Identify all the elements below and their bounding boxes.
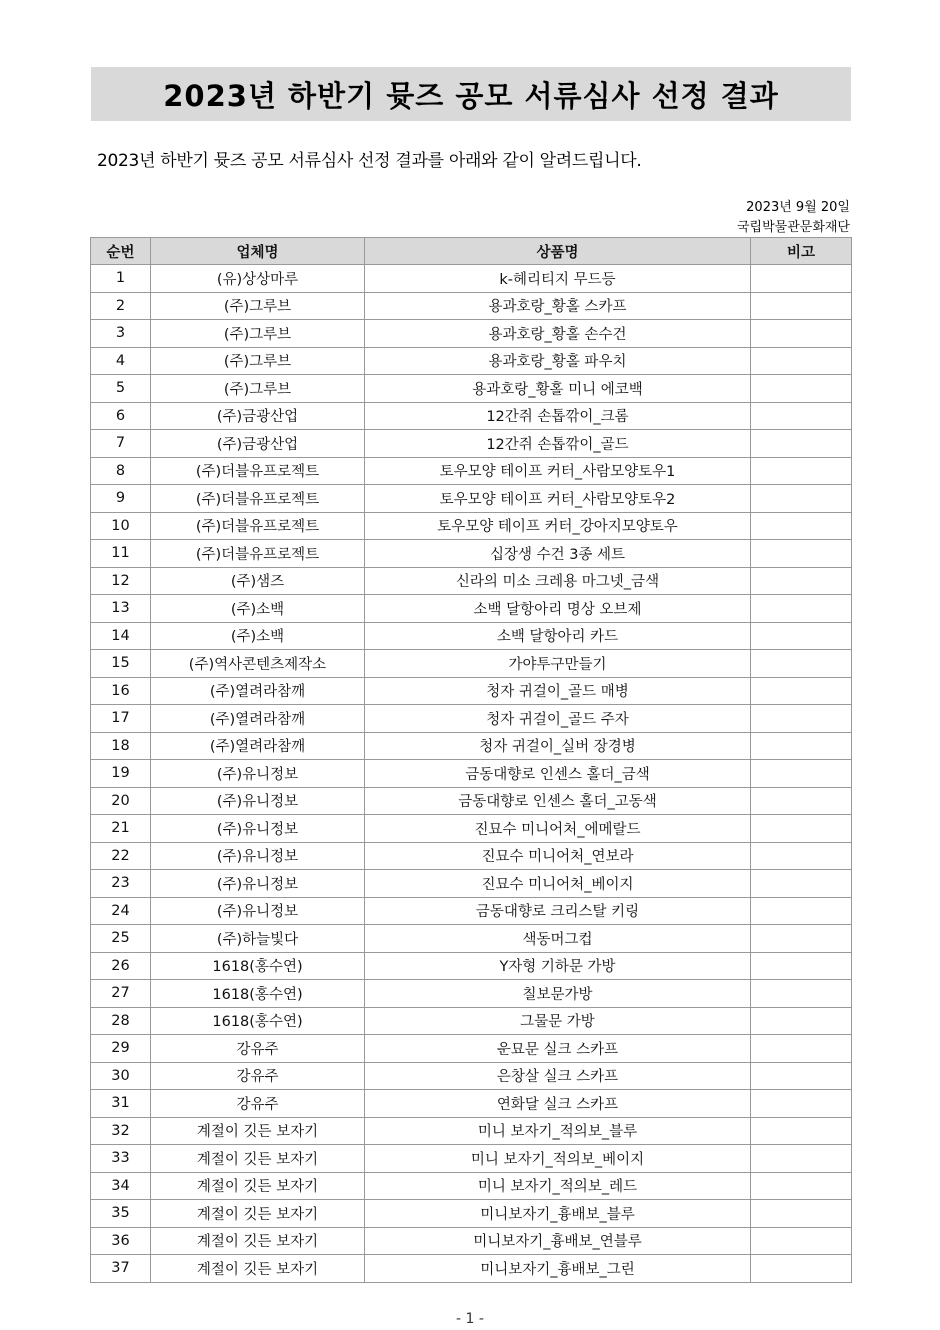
cell-note (751, 787, 852, 815)
cell-company: (주)금광산업 (151, 430, 365, 458)
cell-company: 1618(홍수연) (151, 980, 365, 1008)
cell-no: 6 (91, 402, 151, 430)
table-row (91, 1117, 852, 1145)
table-row (91, 760, 852, 788)
cell-no: 24 (91, 897, 151, 925)
cell-no: 19 (91, 760, 151, 788)
table-row (91, 925, 852, 953)
table-row (91, 980, 852, 1008)
cell-note (751, 375, 852, 403)
cell-company: (주)그루브 (151, 347, 365, 375)
cell-company: (주)금광산업 (151, 402, 365, 430)
cell-company: (주)더블유프로젝트 (151, 457, 365, 485)
cell-no: 15 (91, 650, 151, 678)
cell-product: 12간쥐 손톱깎이_크롬 (365, 402, 751, 430)
cell-note (751, 1227, 852, 1255)
cell-no: 17 (91, 705, 151, 733)
cell-no: 3 (91, 320, 151, 348)
cell-product: 미니 보자기_적의보_베이지 (365, 1145, 751, 1173)
table-row (91, 622, 852, 650)
cell-product: 은창살 실크 스카프 (365, 1062, 751, 1090)
cell-no: 34 (91, 1172, 151, 1200)
cell-no: 4 (91, 347, 151, 375)
cell-company: (유)상상마루 (151, 265, 365, 293)
cell-note (751, 347, 852, 375)
cell-product: 진묘수 미니어처_베이지 (365, 870, 751, 898)
cell-company: (주)열려라참깨 (151, 705, 365, 733)
cell-no: 14 (91, 622, 151, 650)
cell-company: (주)유니정보 (151, 787, 365, 815)
cell-no: 21 (91, 815, 151, 843)
table-row (91, 842, 852, 870)
table-row (91, 485, 852, 513)
cell-product: 청자 귀걸이_골드 주자 (365, 705, 751, 733)
cell-note (751, 870, 852, 898)
table-row (91, 347, 852, 375)
cell-note (751, 320, 852, 348)
cell-note (751, 1172, 852, 1200)
cell-no: 35 (91, 1200, 151, 1228)
cell-note (751, 815, 852, 843)
cell-no: 36 (91, 1227, 151, 1255)
table-row (91, 265, 852, 293)
table-row (91, 677, 852, 705)
cell-no: 22 (91, 842, 151, 870)
cell-note (751, 1145, 852, 1173)
table-row (91, 1145, 852, 1173)
cell-company: (주)더블유프로젝트 (151, 540, 365, 568)
cell-note (751, 1200, 852, 1228)
cell-no: 29 (91, 1035, 151, 1063)
page-title: 2023년 하반기 뮷즈 공모 서류심사 선정 결과 (163, 78, 779, 113)
cell-product: 미니 보자기_적의보_블루 (365, 1117, 751, 1145)
cell-company: (주)더블유프로젝트 (151, 485, 365, 513)
cell-company: 계절이 깃든 보자기 (151, 1227, 365, 1255)
table-row (91, 595, 852, 623)
table-row (91, 1090, 852, 1118)
table-row (91, 1172, 852, 1200)
cell-note (751, 430, 852, 458)
table-row (91, 320, 852, 348)
cell-product: 청자 귀걸이_골드 매병 (365, 677, 751, 705)
cell-company: 1618(홍수연) (151, 1007, 365, 1035)
table-row (91, 1255, 852, 1283)
cell-product: 금동대향로 크리스탈 키링 (365, 897, 751, 925)
cell-note (751, 952, 852, 980)
cell-no: 9 (91, 485, 151, 513)
table-row (91, 402, 852, 430)
cell-company: (주)유니정보 (151, 897, 365, 925)
cell-no: 8 (91, 457, 151, 485)
cell-product: 연화달 실크 스카프 (365, 1090, 751, 1118)
cell-no: 37 (91, 1255, 151, 1283)
issue-date: 2023년 9월 20일 (746, 200, 850, 215)
cell-product: 토우모양 테이프 커터_강아지모양토우 (365, 512, 751, 540)
cell-note (751, 402, 852, 430)
table-row (91, 650, 852, 678)
cell-product: 미니보자기_흉배보_그린 (365, 1255, 751, 1283)
cell-no: 16 (91, 677, 151, 705)
header-no: 순번 (91, 238, 151, 265)
table-row (91, 787, 852, 815)
cell-note (751, 925, 852, 953)
page-number: - 1 - (456, 1311, 484, 1327)
cell-company: (주)열려라참깨 (151, 677, 365, 705)
cell-note (751, 650, 852, 678)
cell-product: 금동대향로 인센스 홀더_금색 (365, 760, 751, 788)
cell-product: 그물문 가방 (365, 1007, 751, 1035)
header-note: 비고 (751, 238, 852, 265)
cell-product: 운묘문 실크 스카프 (365, 1035, 751, 1063)
cell-company: (주)유니정보 (151, 842, 365, 870)
table-row (91, 732, 852, 760)
cell-company: (주)역사콘텐츠제작소 (151, 650, 365, 678)
cell-no: 13 (91, 595, 151, 623)
cell-no: 1 (91, 265, 151, 293)
cell-no: 20 (91, 787, 151, 815)
cell-product: 토우모양 테이프 커터_사람모양토우2 (365, 485, 751, 513)
cell-note (751, 595, 852, 623)
table-row (91, 952, 852, 980)
cell-company: (주)소백 (151, 622, 365, 650)
cell-company: (주)유니정보 (151, 815, 365, 843)
cell-no: 7 (91, 430, 151, 458)
cell-company: 강유주 (151, 1062, 365, 1090)
cell-note (751, 512, 852, 540)
cell-product: 토우모양 테이프 커터_사람모양토우1 (365, 457, 751, 485)
cell-no: 28 (91, 1007, 151, 1035)
cell-no: 12 (91, 567, 151, 595)
table-header-row (91, 238, 852, 265)
cell-product: 용과호랑_황홀 미니 에코백 (365, 375, 751, 403)
cell-product: 미니보자기_흉배보_연블루 (365, 1227, 751, 1255)
table-row (91, 457, 852, 485)
cell-note (751, 292, 852, 320)
table-row (91, 430, 852, 458)
issuing-organization: 국립박물관문화재단 (736, 220, 850, 235)
cell-company: (주)더블유프로젝트 (151, 512, 365, 540)
table-row (91, 1035, 852, 1063)
cell-product: 칠보문가방 (365, 980, 751, 1008)
cell-company: (주)그루브 (151, 320, 365, 348)
cell-product: 색동머그컵 (365, 925, 751, 953)
cell-company: 계절이 깃든 보자기 (151, 1200, 365, 1228)
cell-note (751, 1255, 852, 1283)
cell-company: (주)열려라참깨 (151, 732, 365, 760)
cell-company: 강유주 (151, 1090, 365, 1118)
cell-company: (주)유니정보 (151, 870, 365, 898)
cell-company: (주)하늘빛다 (151, 925, 365, 953)
cell-note (751, 980, 852, 1008)
table-row (91, 1062, 852, 1090)
cell-product: 십장생 수건 3종 세트 (365, 540, 751, 568)
cell-product: 미니보자기_흉배보_블루 (365, 1200, 751, 1228)
cell-note (751, 485, 852, 513)
cell-note (751, 1117, 852, 1145)
cell-no: 32 (91, 1117, 151, 1145)
cell-product: 소백 달항아리 명상 오브제 (365, 595, 751, 623)
cell-no: 10 (91, 512, 151, 540)
cell-company: 계절이 깃든 보자기 (151, 1117, 365, 1145)
table-body (91, 265, 852, 1283)
cell-product: 청자 귀걸이_실버 장경병 (365, 732, 751, 760)
results-table (90, 237, 852, 1283)
cell-product: 용과호랑_황홀 손수건 (365, 320, 751, 348)
cell-no: 30 (91, 1062, 151, 1090)
cell-product: 금동대향로 인센스 홀더_고동색 (365, 787, 751, 815)
table-row (91, 567, 852, 595)
cell-company: (주)소백 (151, 595, 365, 623)
cell-product: 가야투구만들기 (365, 650, 751, 678)
cell-company: (주)그루브 (151, 375, 365, 403)
cell-no: 23 (91, 870, 151, 898)
title-bar (91, 67, 851, 121)
cell-note (751, 732, 852, 760)
cell-company: 계절이 깃든 보자기 (151, 1172, 365, 1200)
cell-note (751, 457, 852, 485)
cell-company: 1618(홍수연) (151, 952, 365, 980)
cell-no: 2 (91, 292, 151, 320)
cell-note (751, 622, 852, 650)
cell-no: 27 (91, 980, 151, 1008)
cell-product: 12간쥐 손톱깎이_골드 (365, 430, 751, 458)
cell-note (751, 1090, 852, 1118)
cell-no: 31 (91, 1090, 151, 1118)
cell-note (751, 567, 852, 595)
cell-product: Y자형 기하문 가방 (365, 952, 751, 980)
cell-product: 진묘수 미니어처_에메랄드 (365, 815, 751, 843)
cell-no: 11 (91, 540, 151, 568)
cell-company: 계절이 깃든 보자기 (151, 1145, 365, 1173)
header-product: 상품명 (365, 238, 751, 265)
cell-no: 5 (91, 375, 151, 403)
cell-note (751, 265, 852, 293)
cell-note (751, 1035, 852, 1063)
cell-note (751, 1007, 852, 1035)
cell-no: 18 (91, 732, 151, 760)
table-row (91, 897, 852, 925)
cell-no: 25 (91, 925, 151, 953)
cell-note (751, 1062, 852, 1090)
cell-product: k-헤리티지 무드등 (365, 265, 751, 293)
cell-product: 신라의 미소 크레용 마그넷_금색 (365, 567, 751, 595)
cell-company: 강유주 (151, 1035, 365, 1063)
cell-note (751, 540, 852, 568)
header-company: 업체명 (151, 238, 365, 265)
cell-product: 용과호랑_황홀 파우치 (365, 347, 751, 375)
cell-note (751, 760, 852, 788)
cell-company: (주)샘즈 (151, 567, 365, 595)
intro-text: 2023년 하반기 뮷즈 공모 서류심사 선정 결과를 아래와 같이 알려드립니다. (97, 151, 642, 171)
table-row (91, 292, 852, 320)
cell-product: 용과호랑_황홀 스카프 (365, 292, 751, 320)
table-row (91, 512, 852, 540)
table-row (91, 540, 852, 568)
cell-no: 33 (91, 1145, 151, 1173)
table-row (91, 1200, 852, 1228)
cell-product: 소백 달항아리 카드 (365, 622, 751, 650)
table-row (91, 1227, 852, 1255)
cell-product: 미니 보자기_적의보_레드 (365, 1172, 751, 1200)
table-row (91, 705, 852, 733)
cell-note (751, 705, 852, 733)
table-row (91, 815, 852, 843)
table-row (91, 870, 852, 898)
cell-company: 계절이 깃든 보자기 (151, 1255, 365, 1283)
table-row (91, 375, 852, 403)
cell-note (751, 677, 852, 705)
cell-no: 26 (91, 952, 151, 980)
table-row (91, 1007, 852, 1035)
cell-company: (주)그루브 (151, 292, 365, 320)
cell-note (751, 842, 852, 870)
cell-note (751, 897, 852, 925)
cell-product: 진묘수 미니어처_연보라 (365, 842, 751, 870)
cell-company: (주)유니정보 (151, 760, 365, 788)
